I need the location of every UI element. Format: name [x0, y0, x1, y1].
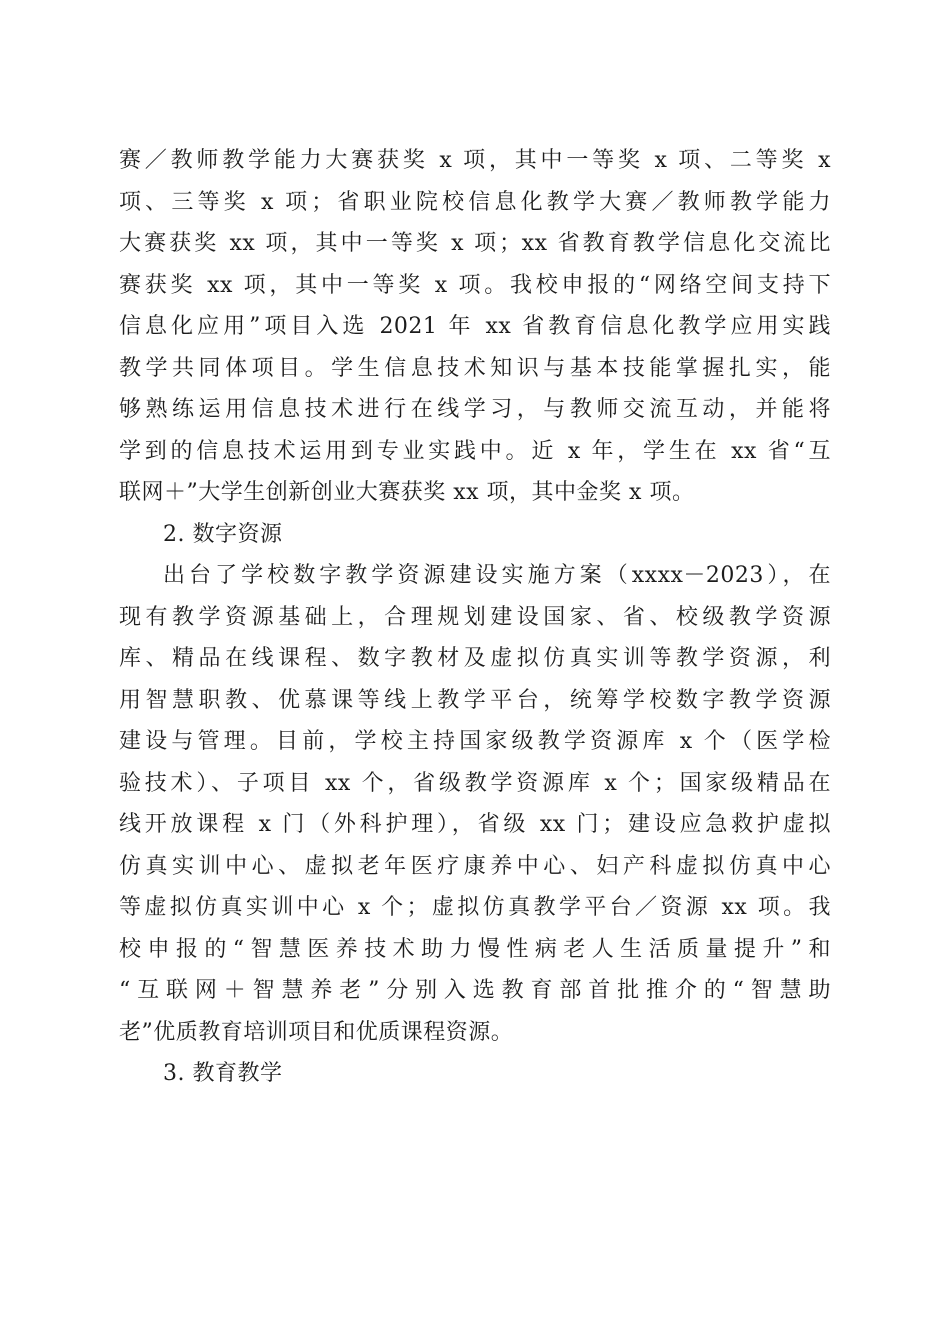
text-line: 库、精品在线课程、数字教材及虚拟仿真实训等教学资源，利: [119, 646, 831, 671]
text-line: 联网＋”大学生创新创业大赛获奖 xx 项，其中金奖 x 项。: [119, 480, 695, 505]
text-line: 够熟练运用信息技术进行在线学习，与教师交流互动，并能将: [119, 397, 831, 422]
text-line: 大赛获奖 xx 项，其中一等奖 x 项；xx 省教育教学信息化交流比: [119, 231, 831, 256]
paragraph-digital-resources: [119, 555, 831, 1053]
text-line: 仿真实训中心、虚拟老年医疗康养中心、妇产科虚拟仿真中心: [119, 853, 831, 879]
text-line: 赛／教师教学能力大赛获奖 x 项，其中一等奖 x 项、二等奖 x: [119, 148, 831, 173]
text-line: 老”优质教育培训项目和优质课程资源。: [119, 1019, 514, 1045]
text-line: 用智慧职教、优慕课等线上教学平台，统筹学校数字教学资源: [119, 687, 831, 713]
text-line: 学到的信息技术运用到专业实践中。近 x 年，学生在 xx 省“互: [119, 438, 831, 464]
text-line: 线开放课程 x 门（外科护理），省级 xx 门；建设应急救护虚拟: [119, 812, 831, 837]
text-line: 项、三等奖 x 项；省职业院校信息化教学大赛／教师教学能力: [119, 189, 831, 215]
document-body: [119, 140, 831, 1095]
text-line: 教学共同体项目。学生信息技术知识与基本技能掌握扎实，能: [119, 355, 831, 381]
text-line: 赛获奖 xx 项，其中一等奖 x 项。我校申报的“网络空间支持下: [119, 272, 831, 298]
paragraph-awards: [119, 140, 831, 514]
text-line: 校申报的“智慧医养技术助力慢性病老人生活质量提升”和: [119, 936, 831, 962]
text-line: 建设与管理。目前，学校主持国家级教学资源库 x 个（医学检: [119, 729, 831, 754]
text-line: 信息化应用”项目入选 2021 年 xx 省教育信息化教学应用实践: [119, 314, 831, 339]
text-line: 现有教学资源基础上，合理规划建设国家、省、校级教学资源: [119, 604, 831, 630]
text-line: 验技术）、子项目 xx 个，省级教学资源库 x 个；国家级精品在: [119, 770, 831, 796]
text-line: 等虚拟仿真实训中心 x 个；虚拟仿真教学平台／资源 xx 项。我: [119, 895, 831, 920]
section-heading-teaching: 3. 教育教学: [163, 1061, 283, 1086]
section-heading-digital-resources: 2. 数字资源: [163, 521, 283, 547]
text-line: “互联网＋智慧养老”分别入选教育部首批推介的“智慧助: [119, 978, 831, 1003]
text-line: 出台了学校数字教学资源建设实施方案（xxxx－2023），在: [163, 563, 831, 588]
